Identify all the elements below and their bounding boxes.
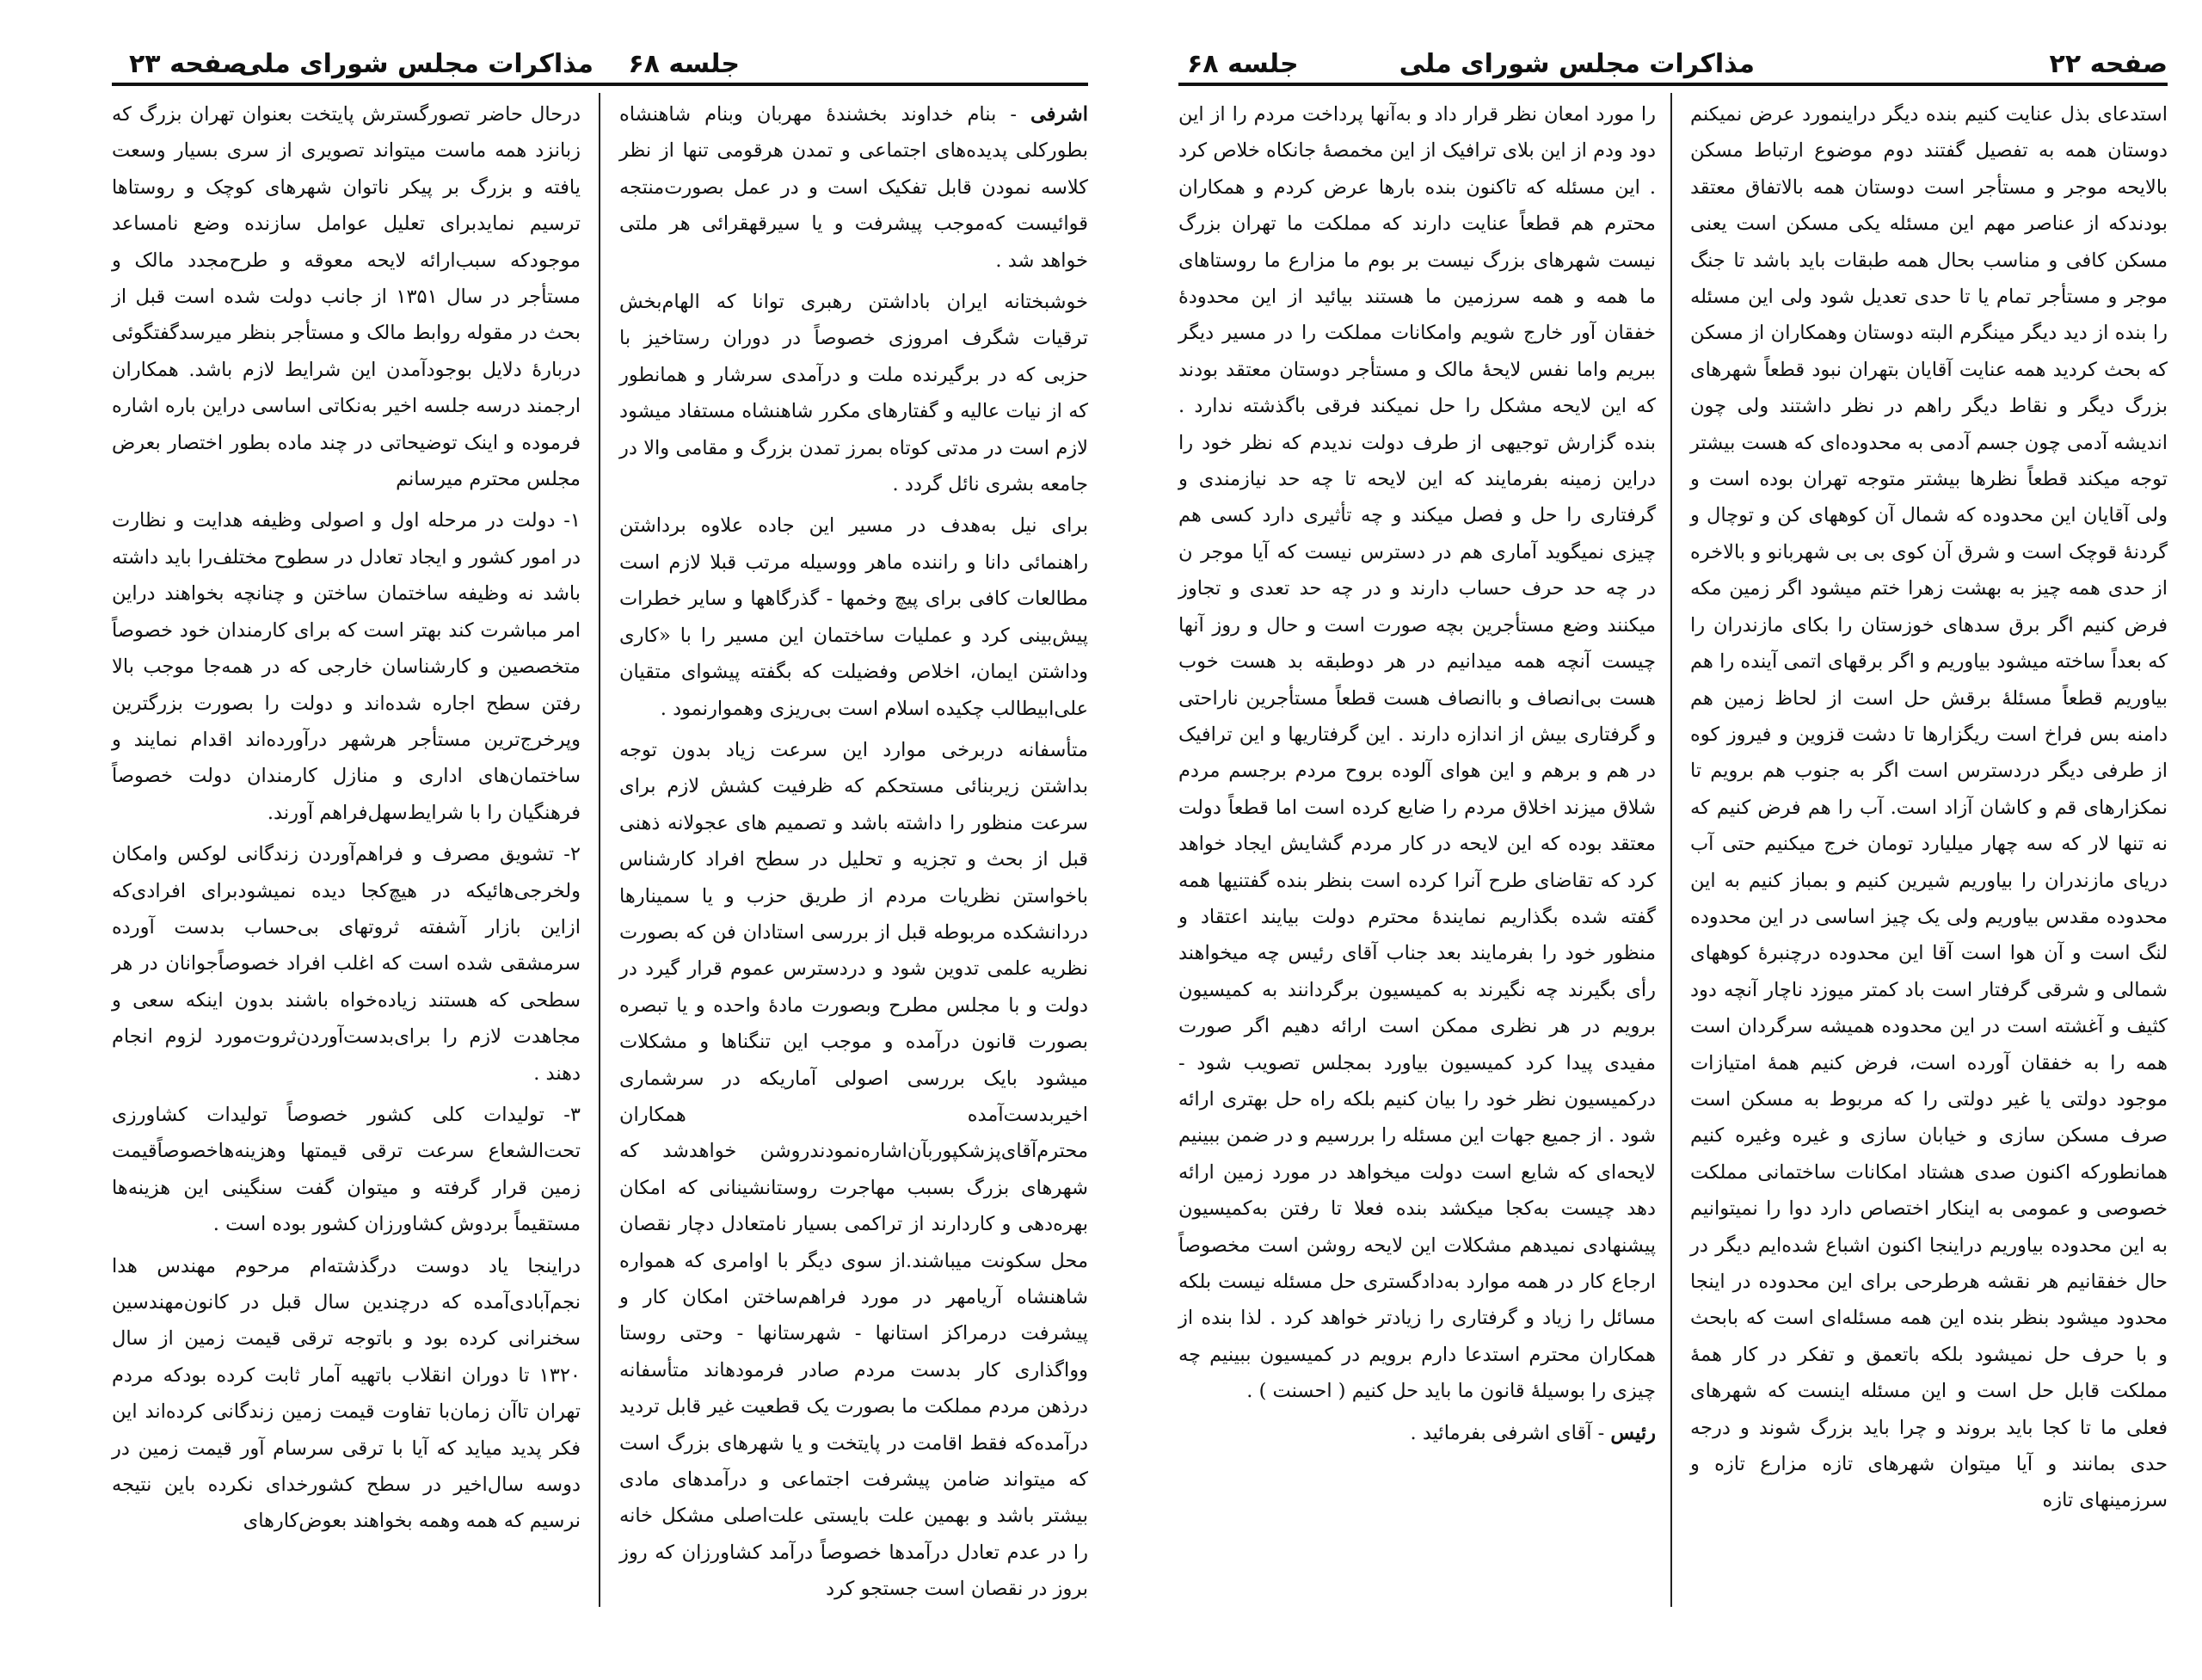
page-header [1144,45,2202,83]
header-rule [112,83,1088,86]
column-right [619,96,1088,1610]
column-divider [599,93,600,1607]
column-left [112,96,581,1610]
speaker-text: - آقای اشرفی بفرمائید . [1410,1421,1611,1444]
session-number: جلسه ۶۸ [628,48,740,79]
speaker-line [1178,1415,1656,1451]
paragraph: ۲- تشویق مصرف و فراهم‌آوردن زندگانی لوکس وامکان ولخرجی‌هائیکه در هیچ‌کجا دیده نمیشودبرای افرادی‌که ازاین بازار آشفته ثروتهای بی‌حساب بدست آورده سرمشقی شده است که اغلب افراد خصوصاًجوانان در هر سطحی که هستند زیاده‌خواه باشند بدون اینکه سعی و مجاهدت لازم را برای‌بدست‌آوردن‌ثروت‌مورد لزوم انجام دهند . [112,843,581,1085]
paragraph [619,96,1088,279]
paragraph: متأسفانه دربرخی موارد این سرعت زیاد بدون توجه بداشتن زیربنائی مستحکم که ظرفیت کشش لازم برای سرعت منظور را داشته باشد و تصمیم های عجولانه ذهنی قبل از بحث و تجزیه و تحلیل در سطح افراد کارشناس باخواستن نظریات مردم از طریق حزب و یا سمینارها دردانشکده مربوطه قبل از بررسی استادان فن که بصورت نظریه علمی تدوین شود و دردسترس عموم قرار گیرد در دولت و با مجلس مطرح وبصورت مادهٔ واحده و یا تبصره بصورت قانون درآمده و موجب این تنگناها و مشکلات میشود بایک بررسی اصولی آماریکه در سرشماری اخیربدست‌آمده‌ همکاران محترم‌آقای‌پزشکپوربآن‌اشاره‌نمودندروشن خواهدشد که شهرهای بزرگ بسبب مهاجرت روستانشینانی که امکان بهره‌دهی و کاردارند از تراکمی بسیار نامتعادل دچار نقصان محل سکونت میباشند.از سوی دیگر با اوامری که همواره شاهنشاه آریامهر در مورد فراهم‌ساختن امکان کار و پیشرفت درمراکز استانها - شهرستانها - وحتی روستا وواگذاری کار بدست مردم صادر فرمودهاند متأسفانه درذهن مردم مملکت ما بصورت یک قطعیت غیر قابل تردید درآمده‌که فقط اقامت در پایتخت و یا شهرهای بزرگ است که میتواند ضامن پیشرفت اجتماعی و درآمدهای مادی بیشتر باشد و بهمین علت بایستی علت‌اصلی مشکل خانه را در عدم تعادل درآمدها خصوصاً درآمد کشاورزان که روز بروز در نقصان است جستجو کرد [619,738,1088,1601]
page-22 [1144,0,2202,1680]
speaker-text: - بنام خداوند بخشندهٔ مهربان وبنام شاهنشاه بطورکلی پدیده‌های اجتماعی و تمدن هرقومی تنها از نظر کلاسه نمودن قابل تفکیک است و در عمل بصورت‌منتجه قوائیست که‌موجب پیشرفت و یا سیرقهقرائی هر ملتی خواهد شد . [619,103,1088,272]
paragraph: برای نیل به‌هدف در مسیر این جاده علاوه برداشتن راهنمائی دانا و راننده ماهر ووسیله مرتب قبلا لازم است مطالعات کافی برای پیچ وخمها - گذرگاهها و سایر خطرات پیش‌بینی کرد و عملیات ساختمان این مسیر را با «کاری وداشتن ایمان، اخلاص وفضیلت که بگفته پیشوای متقیان علی‌ابیطالب چکیده اسلام است بی‌ریزی وهموارنمود . [619,514,1088,720]
paragraph: استدعای بذل عنایت کنیم بنده دیگر دراینمورد عرض نمیکنم دوستان همه به تفصیل گفتند دوم موضوع ارتباط مسکن بالایحه موجر و مستأجر است دوستان همه بالاتفاق معتقد بودندکه از عناصر مهم این مسئله یکی مسکن است یعنی مسکن کافی و مناسب بحال همه طبقات باید باشد تا جنگ موجر و مستأجر تمام یا تا حدی تعدیل شود ولی این مسئله را بنده از دید دیگر مینگرم البته دوستان وهمکاران از مسکن که بحث کردید همه عنایت آقایان بتهران نبود قطعاً شهرهای بزرگ دیگر و نقاط دیگر راهم در نظر داشتند ولی چون اندیشه آدمی چون جسم آدمی به محدوده‌ای که هست بیشتر توجه میکند قطعاً نظرها بیشتر متوجه تهران بوده است و ولی آقایان این محدوده که شمال آن کوههای کن و توچال و گردنهٔ قوچک است و شرق آن کوی بی بی شهربانو و بالاخره از حدی همه چیز به بهشت زهرا ختم میشود اگر زمین مکه فرض کنیم اگر برق سدهای خوزستان را بکای مازندران را که بعداً ساخته میشود بیاوریم و اگر برقهای اتمی آینده را هم بیاوریم قطعاً مسئلهٔ برقش حل است از لحاظ زمین هم دامنه بس فراخ است ریگزارها تا دشت قزوین و فیروز کوه از طرفی دیگر دردسترس است اگر به جنوب هم برویم تا نمکزارهای قم و کاشان آزاد است. آب را هم فرض کنیم که نه تنها لار که سه چهار میلیارد تومان خرج میکنیم حتی آب دریای مازندران را بیاوریم شیرین کنیم و بمباز کنیم به این محدوده مقدس بیاوریم ولی یک چیز اساسی در این محدوده لنگ است و آن هوا است آقا این محدوده درچنبرهٔ کوههای شمالی و شرقی گرفتار است باد کمتر میوزد ناچار آنچه دود کثیف و آغشته است در این محدوده همیشه سرگردان است همه را به خفقان آورده است، فرض کنیم همهٔ امتیازات موجود دولتی یا غیر دولتی را که مربوط به مسکن است صرف مسکن سازی و خیابان سازی و غیره وغیره کنیم همانطورکه اکنون صدی هشتاد امکانات ساختمانی مملکت خصوصی و عمومی به اینکار اختصاص دارد دوا را نمیتوانیم به این محدوده بیاوریم دراینجا اکنون اشباع شده‌ایم دیگر در حال خفقانیم هر نقشه هرطرحی برای این محدوده در اینجا محدود میشود بنظر بنده این همه مسئله‌ای است که بابحث و با حرف حل نمیشود بلکه باتعمق و تفکر در کار همهٔ مملکت قابل حل است و این مسئله اینست که شهرهای فعلی ما تا کجا باید بروند و چرا باید بزرگ شوند و درجه حدی بمانند و آیا میتوان شهرهای تازه مزارع تازه و سرزمینهای تازه [1690,103,2168,1512]
column-right [1690,96,2168,1610]
column-left [1178,96,1656,1610]
speaker-name: اشرفی [1030,103,1088,126]
page-title: مذاکرات مجلس شورای ملی [237,48,594,79]
page-header [0,45,1118,83]
column-divider [1670,93,1672,1607]
paragraph: خوشبختانه ایران باداشتن رهبری توانا که الهام‌بخش ترقیات شگرف امروزی خصوصاً در دوران رستاخیز با حزبی که در برگیرنده ملت و درآمدی سرشار و همانطور که از نیات عالیه و گفتارهای مکرر شاهنشاه مستفاد میشود لازم است در مدتی کوتاه بمرز تمدن بزرگ و مقامی والا در جامعه بشری نائل گردد . [619,291,1088,496]
session-number: جلسه ۶۸ [1187,48,1299,79]
paragraph: را مورد امعان نظر قرار داد و به‌آنها پرداخت مردم را از این دود ودم از این بلای ترافیک از این مخمصهٔ جانکاه خلاص کرد . این مسئله که تاکنون بنده بارها عرض کردم و همکاران محترم هم قطعاً عنایت دارند که مملکت ما تهران بزرگ نیست شهرهای بزرگ نیست بر بوم ما مزارع ما روستاهای ما همه و همه سرزمین ما هستند بیائید از این محدودهٔ خفقان آور خارج شویم وامکانات مملکت را در مسیر دیگر ببریم واما نفس لایحهٔ مالک و مستأجر دوستان معتقد بودند که این لایحه مشکل را حل نمیکند فرقی باگذشته ندارد . بنده گزارش توجیهی از طرف دولت ندیدم که نظر خود را دراین زمینه بفرمایند که این لایحه تا چه حد نیازمندی و گرفتاری را حل و فصل میکند و چه تأثیری دارد کسی هم چیزی نمیگوید آماری هم در دسترس نیست که آیا موجر ن در چه حد حرف حساب دارند و در چه حد تعدی و تجاوز میکنند وضع مستأجرین بچه صورت است و حال و روز آنها چیست آنچه همه میدانیم در هر دوطبقه بد هست خوب هست بی‌انصاف و باانصاف هست قطعاً مستأجرین ناراحتی و گرفتاری بیش از اندازه دارند . این گرفتاریها و این ترافیک در هم و برهم و این هوای آلوده بروح مردم برجسم مردم شلاق میزند اخلاق مردم را ضایع کرده است اما قطعاً دولت معتقد بوده که این لایحه در کار مردم گشایش ایجاد خواهد کرد که تقاضای طرح آنرا کرده است بنظر بنده گفتنیها همه گفته شده بگذاریم نمایندهٔ محترم دولت بیایند اعتقاد و منظور خود را بفرمایند بعد جناب آقای رئیس چه میخواهند رأی بگیرند چه نگیرند به کمیسیون برگردانند به کمیسیون برویم در هر نظری ممکن است ارائه دهیم اگر صورت مفیدی پیدا کرد کمیسیون بیاورد بمجلس تصویب شود - درکمیسیون نظر خود را بیان کنیم بلکه راه حل بهتری ارائه شود . از جمیع جهات این مسئله را بررسیم و در ضمن ببینیم لایحه‌ای که شایع است دولت میخواهد در مورد زمین ارائه دهد چیست به‌کجا میکشد بنده فعلا تا رفتن به‌کمیسیون پیشنهادی نمیدهم مشکلات این لایحه روشن است مخصوصاً ارجاع کار در همه موارد به‌دادگستری حل مسئله نیست بلکه مسائل را زیاد و گرفتاری را زیادتر خواهد کرد . لذا بنده از همکاران محترم استدعا دارم برویم در کمیسیون ببینیم چه چیزی را بوسیلهٔ قانون ما باید حل کنیم ( احسنت ) . [1178,103,1656,1403]
page-number: صفحه ۲۲ [2049,48,2168,79]
header-rule [1178,83,2168,86]
spread-gutter [1118,0,1144,1680]
page-number: صفحه ۲۳ [129,48,248,79]
paragraph: درحال حاضر تصورگسترش پایتخت بعنوان تهران بزرگ که زبانزد همه ماست میتواند تصویری از سری بسیار وسعت یافته و بزرگ بر پیکر ناتوان شهرهای کوچک و روستاها ترسیم نمایدبرای تعلیل عوامل سازنده وضع نامساعد موجودکه سبب‌ارائه لایحه معوقه و طرح‌مجدد مالک و مستأجر در سال ۱۳۵۱ از جانب دولت شده است قبل از بحث در مقوله روابط مالک و مستأجر بنظر میرسدگفتگوئی دربارهٔ دلایل بوجودآمدن این شرایط لازم باشد. همکاران ارجمند درسه جلسه اخیر به‌نکاتی اساسی دراین باره اشاره فرموده و اینک توضیحاتی در چند ماده بطور اختصار بعرض مجلس محترم میرسانم [112,103,581,491]
speaker-label: رئیس [1610,1421,1656,1444]
paragraph: دراینجا یاد دوست درگذشته‌ام مرحوم مهندس هدا نجم‌آبادی‌آمده که درچندین سال قبل در کانون‌مهندسین سخنرانی کرده بود و باتوجه ترقی قیمت زمین از سال ۱۳۲۰ تا دوران انقلاب باتهیه آمار ثابت کرده بودکه مردم تهران تاآن زمان‌با تفاوت قیمت زمین زندگانی کرده‌اند این فکر پدید میاید که آیا با ترقی سرسام آور قیمت زمین در دوسه سال‌اخیر در سطح کشورخدای نکرده باین نتیجه نرسیم که همه وهمه بخواهند بعوض‌کارهای [112,1254,581,1533]
paragraph: ۱- دولت در مرحله اول و اصولی وظیفه هدایت و نظارت در امور کشور و ایجاد تعادل در سطوح مختلف‌را باید داشته باشد نه وظیفه ساختمان ساختن و چنانچه بخواهند دراین امر مباشرت کند بهتر است که برای کارمندان خود خصوصاً متخصصین و کارشناسان خارجی که در همه‌جا موجب بالا رفتن سطح اجاره شده‌اند و دولت را بصورت بزرگترین وپرخرج‌ترین مستأجر هرشهر درآورده‌اند اقدام نمایند و ساختمان‌های اداری و منازل کارمندان دولت خصوصاً فرهنگیان را با شرایط‌سهل‌فراهم آورند. [112,509,581,824]
paragraph: ۳- تولیدات کلی کشور خصوصاً تولیدات کشاورزی تحت‌الشعاع سرعت ترقی قیمتها وهزینه‌هاخصوصاًقیمت زمین قرار گرفته و میتوان گفت سنگینی این هزینه‌ها مستقیماً بردوش کشاورزان کشور بوده است . [112,1103,581,1236]
page-title: مذاکرات مجلس شورای ملی [1399,48,1755,79]
